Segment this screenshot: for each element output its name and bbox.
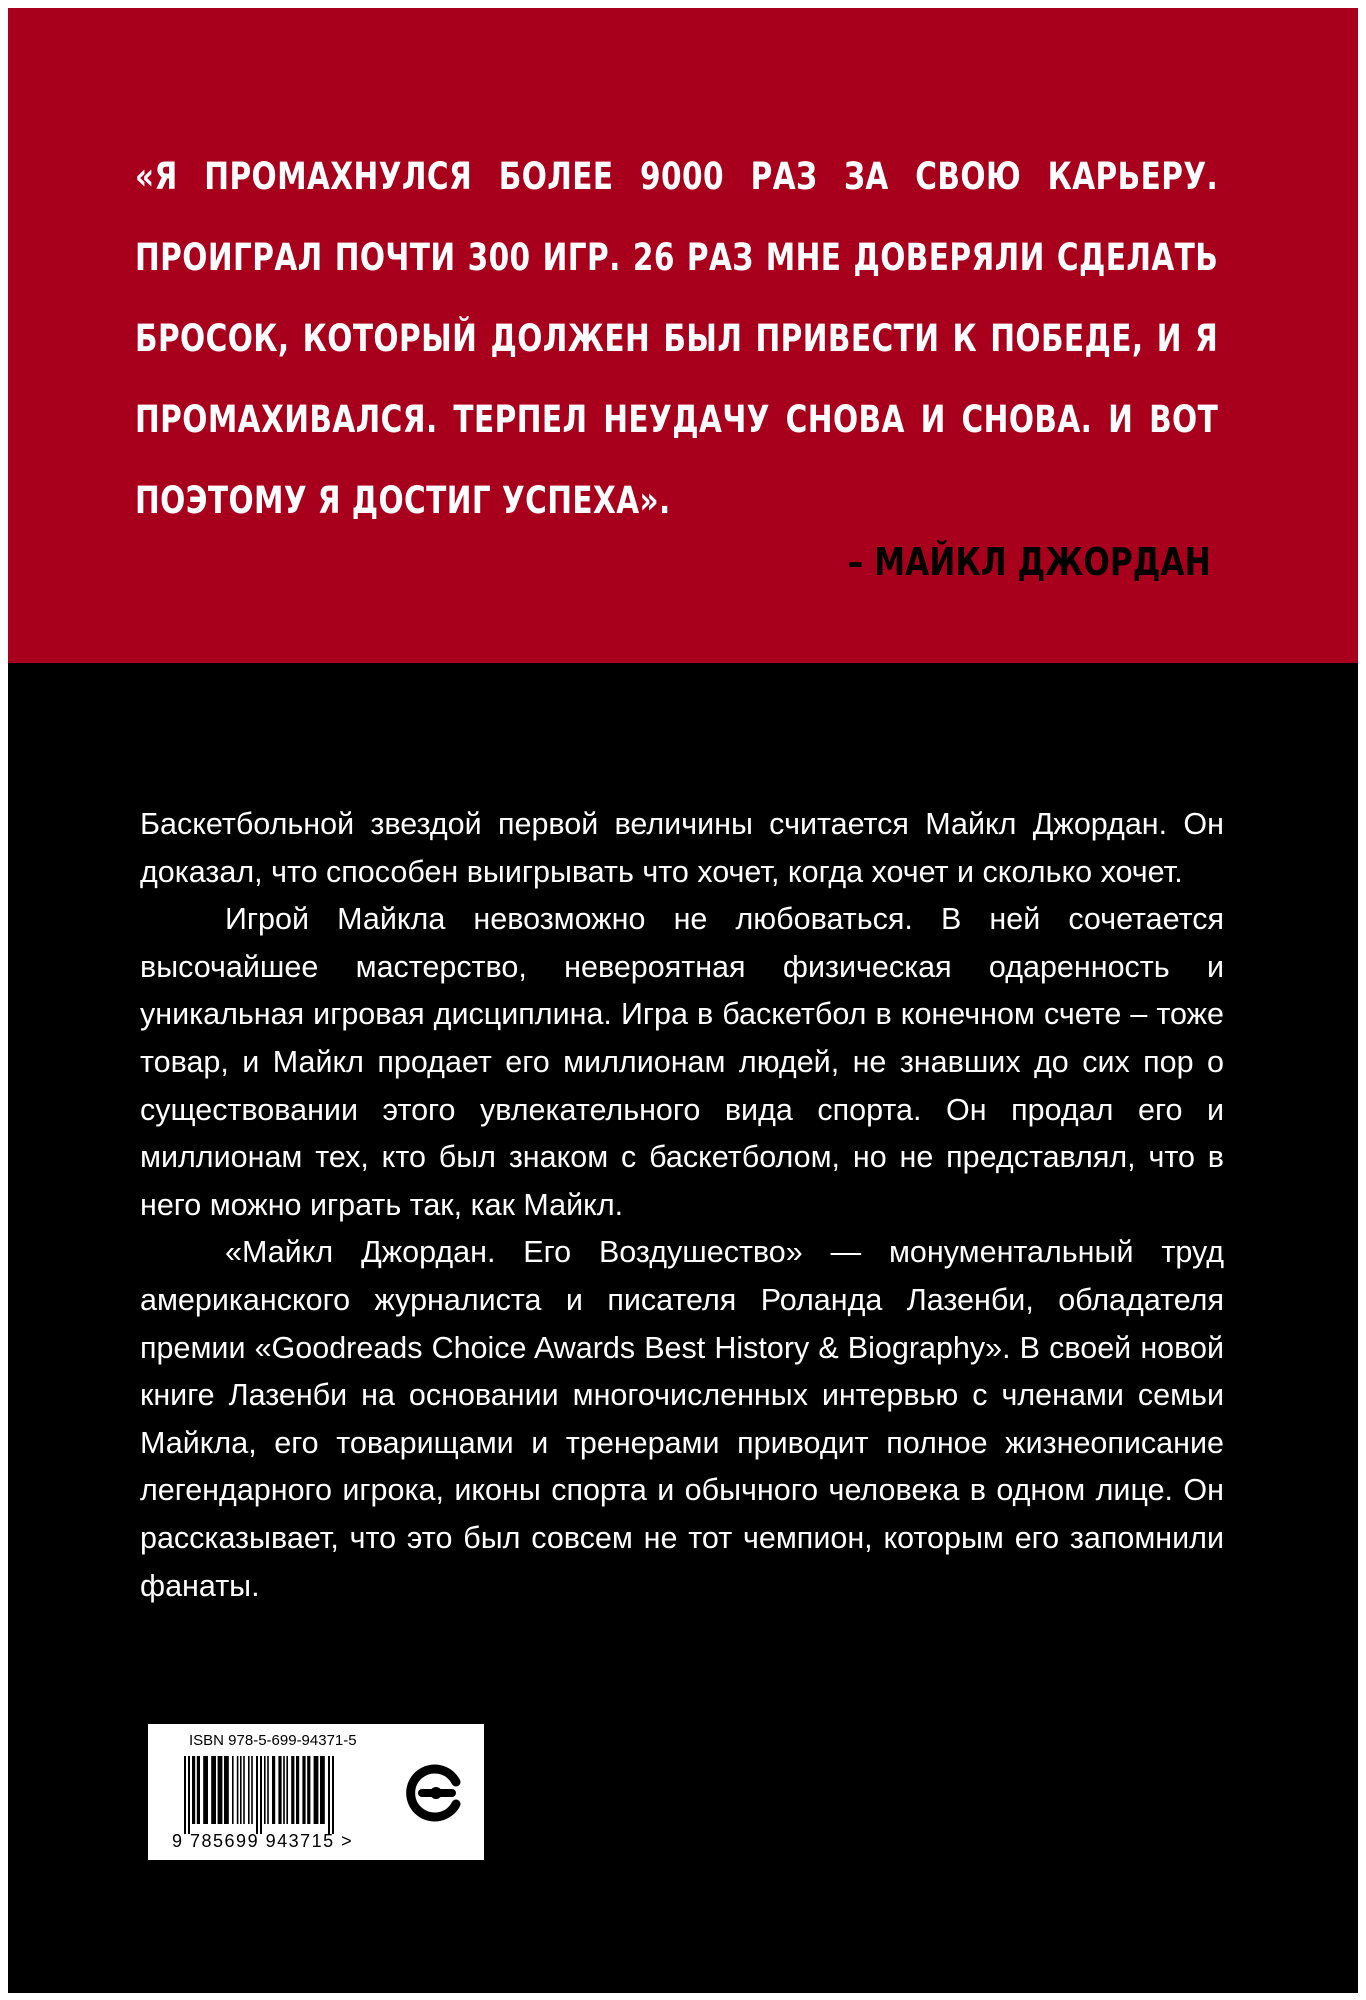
barcode-bar xyxy=(307,1756,310,1824)
barcode-bar xyxy=(320,1756,325,1824)
barcode-bar xyxy=(264,1756,266,1824)
barcode-bar xyxy=(286,1756,288,1824)
barcode-bar xyxy=(291,1756,294,1824)
description-paragraph-2: Игрой Майкла невозможно не любоваться. В ней сочетается высочайшее мастерство, невероятная физическая одаренность и уникальная игровая дисциплина. Игра в баскетбол в конечном счете – тоже товар, и Майкл продает его миллионам людей, не знавших до сих пор о существовании этого увлекательного вида спорта. Он продал его и миллионам тех, кто был знаком с баскетболом, но не представлял, что в него можно играть так, как Майкл. xyxy=(140,902,1224,1222)
barcode-bar xyxy=(237,1756,239,1824)
barcode-bar xyxy=(256,1756,258,1834)
book-description xyxy=(140,801,1224,1610)
barcode-bar xyxy=(218,1756,223,1824)
barcode-bar xyxy=(278,1756,281,1824)
barcode-bar xyxy=(272,1756,275,1824)
barcode-bar xyxy=(302,1756,305,1824)
quote-text: «Я ПРОМАХНУЛСЯ БОЛЕЕ 9000 РАЗ ЗА СВОЮ КАРЬЕРУ. ПРОИГРАЛ ПОЧТИ 300 ИГР. 26 РАЗ МНЕ ДОВЕРЯЛИ СДЕЛАТЬ БРОСОК, КОТОРЫЙ ДОЛЖЕН БЫЛ ПРИВЕСТИ К ПОБЕДЕ, И Я ПРОМАХИВАЛСЯ. ТЕРПЕЛ НЕУДАЧУ СНОВА И СНОВА. И ВОТ ПОЭТОМУ Я ДОСТИГ УСПЕХА». xyxy=(135,155,1219,522)
barcode-digits: 9 785699 943715 > xyxy=(172,1831,354,1851)
barcode-bar xyxy=(283,1756,285,1824)
eksmo-logo-icon xyxy=(402,1760,466,1824)
barcode-bar xyxy=(197,1756,200,1824)
description-paragraph-1: Баскетбольной звездой первой величины считается Майкл Джордан. Он доказал, что способен выигрывать что хочет, когда хочет и сколько хочет. xyxy=(140,807,1224,889)
book-back-cover xyxy=(8,8,1358,1993)
barcode-bar xyxy=(232,1756,234,1824)
quote-block xyxy=(135,136,1218,556)
barcode-bar xyxy=(243,1756,245,1824)
barcode-bar xyxy=(188,1756,190,1834)
barcode-bar xyxy=(260,1756,262,1834)
quote-author: – МАЙКЛ ДЖОРДАН xyxy=(847,540,1211,584)
barcode-bar xyxy=(267,1756,269,1824)
barcode-bar xyxy=(224,1756,229,1824)
barcode-bar xyxy=(203,1756,208,1824)
barcode-bar xyxy=(296,1756,299,1824)
description-paragraph-3: «Майкл Джордан. Его Воздушество» — монументальный труд американского журналиста и писателя Роланда Лазенби, обладателя премии «Goodreads Choice Awards Best History & Biography». В своей новой книге Лазенби на основании многочисленных интервью с членами семьи Майкла, его товарищами и тренерами приводит полное жизнеописание легендарного игрока, иконы спорта и обычного человека в одном лице. Он рассказывает, что это был совсем не тот чемпион, которым его запомнили фанаты. xyxy=(140,1235,1224,1603)
barcode-label xyxy=(148,1724,484,1860)
barcode-bar xyxy=(248,1756,250,1824)
barcode-bar xyxy=(251,1756,253,1824)
isbn-number: ISBN 978-5-699-94371-5 xyxy=(189,1732,357,1749)
barcode-bar xyxy=(332,1756,334,1834)
barcode-bar xyxy=(184,1756,186,1834)
barcode-bar xyxy=(240,1756,242,1824)
barcode-bar xyxy=(314,1756,319,1824)
barcode-bar xyxy=(192,1756,195,1824)
quote-panel xyxy=(8,8,1358,663)
barcode-bar xyxy=(211,1756,216,1824)
barcode-bar xyxy=(328,1756,330,1834)
